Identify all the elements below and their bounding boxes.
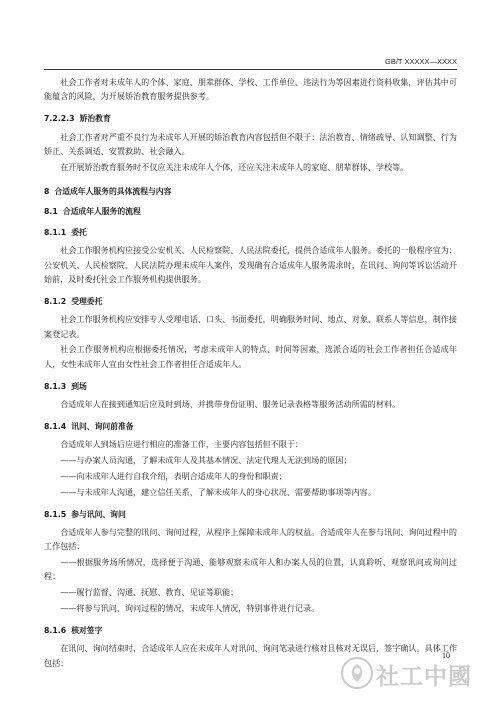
paragraph: ——向未成年人进行自我介绍，表明合适成年人的身份和职责； (60, 470, 287, 481)
header-divider (44, 69, 457, 70)
section-number: 7.2.2.3 (44, 114, 75, 124)
section-heading (44, 227, 457, 238)
paragraph: ——履行监督、沟通、抚慰、教育、见证等职能； (60, 587, 239, 598)
section-title: 委托 (71, 227, 87, 237)
section-title: 到场 (71, 381, 87, 391)
paragraph: 社会工作服务机构应安排专人受理电话、口头、书面委托，明确服务时间、地点、对象、联系人等信息，制作接案登记表。 (44, 314, 457, 339)
paragraph: 社会工作者对严重不良行为未成年人开展的矫治教育内容包括但不限于：法治教育、情绪疏导、认知调整、行为矫正、关系调适、安置救助、社会融入。 (44, 131, 457, 156)
section-heading (44, 113, 457, 124)
page-number: 10 (442, 651, 450, 660)
section-heading (44, 625, 457, 636)
paragraph: ——与办案人员沟通，了解未成年人及其基本情况、法定代理人无法到场的原因； (60, 455, 352, 466)
paragraph: 在讯问、询问结束时，合适成年人应在未成年人对讯问、询问笔录进行核对且核对无误后，签字确认。具体工作包括： (44, 643, 457, 668)
paragraph: 社会工作者对未成年人的个体、家庭、朋辈群体、学校、工作单位、违法行为等因素进行资料收集，评估其中可能蕴含的风险，为开展矫治教育服务提供参考。 (44, 77, 457, 102)
section-title: 合适成年人服务的流程 (62, 207, 141, 217)
paragraph: ——与未成年人沟通，建立信任关系，了解未成年人的身心状况、需要帮助事项等内容。 (60, 486, 376, 497)
section-title: 参与讯问、询问 (71, 509, 126, 519)
paragraph: 社会工作服务机构应根据委托情况，考虑未成年人的特点、时间等因素，选派合适的社会工作者担任合适成年人，女性未成年人宜由女性社会工作者担任合适成年人。 (44, 344, 457, 369)
section-number: 8.1 (44, 207, 58, 217)
section-number: 8.1.3 (44, 381, 67, 391)
section-heading (44, 421, 457, 432)
watermark-logo-icon (340, 656, 374, 690)
section-heading (44, 509, 457, 520)
section-heading (44, 381, 457, 392)
section-title: 受理委托 (71, 296, 103, 306)
section-number: 8.1.1 (44, 227, 67, 237)
paragraph: ——将参与讯问、询问过程的情况，未成年人情况，特别事件进行记录。 (60, 603, 320, 614)
section-heading (44, 296, 457, 307)
paragraph: 合适成年人到场后应进行相应的准备工作，主要内容包括但不限于： (60, 439, 304, 450)
section-title: 矫治教育 (79, 114, 111, 124)
section-heading (44, 206, 457, 217)
paragraph: 合适成年人在接到通知后应及时到场，并携带身份证明、服务记录表格等服务活动所需的材料。 (60, 399, 401, 410)
paragraph: 合适成年人参与完整的讯问、询问过程，从程序上保障未成年人的权益。合适成年人在参与讯问、询问过程中的工作包括： (44, 527, 457, 552)
section-number: 8.1.2 (44, 296, 67, 306)
standard-code: GB/T XXXXX—XXXX (385, 57, 457, 66)
watermark-text: 社工中國 (376, 664, 472, 690)
section-number: 8 (44, 186, 50, 196)
paragraph: 社会工作服务机构应接受公安机关、人民检察院、人民法院委托，提供合适成年人服务。委托的一般程序宜为：公安机关、人民检察院、人民法院办理未成年人案件，发现确有合适成年人服务需求时，在讯问、询问等诉讼活动开始前，及时委托社会工作服务机构提供服务。 (44, 245, 457, 285)
section-number: 8.1.6 (44, 625, 67, 635)
paragraph: 在开展矫治教育服务时不仅应关注未成年人个体，还应关注未成年人的家庭、朋辈群体、学校等。 (60, 161, 409, 172)
section-number: 8.1.4 (44, 421, 67, 431)
chapter-heading (44, 186, 457, 197)
watermark (340, 654, 480, 694)
section-title: 核对签字 (71, 625, 103, 635)
paragraph: ——根据服务场所情况，选择便于沟通、能够观察未成年人和办案人员的位置，认真聆听、观察讯问或询问过程； (44, 557, 457, 582)
document-body (44, 75, 457, 671)
section-title: 讯问、询问前准备 (71, 421, 134, 431)
section-number: 8.1.5 (44, 509, 67, 519)
section-title: 合适成年人服务的具体流程与内容 (54, 186, 172, 196)
